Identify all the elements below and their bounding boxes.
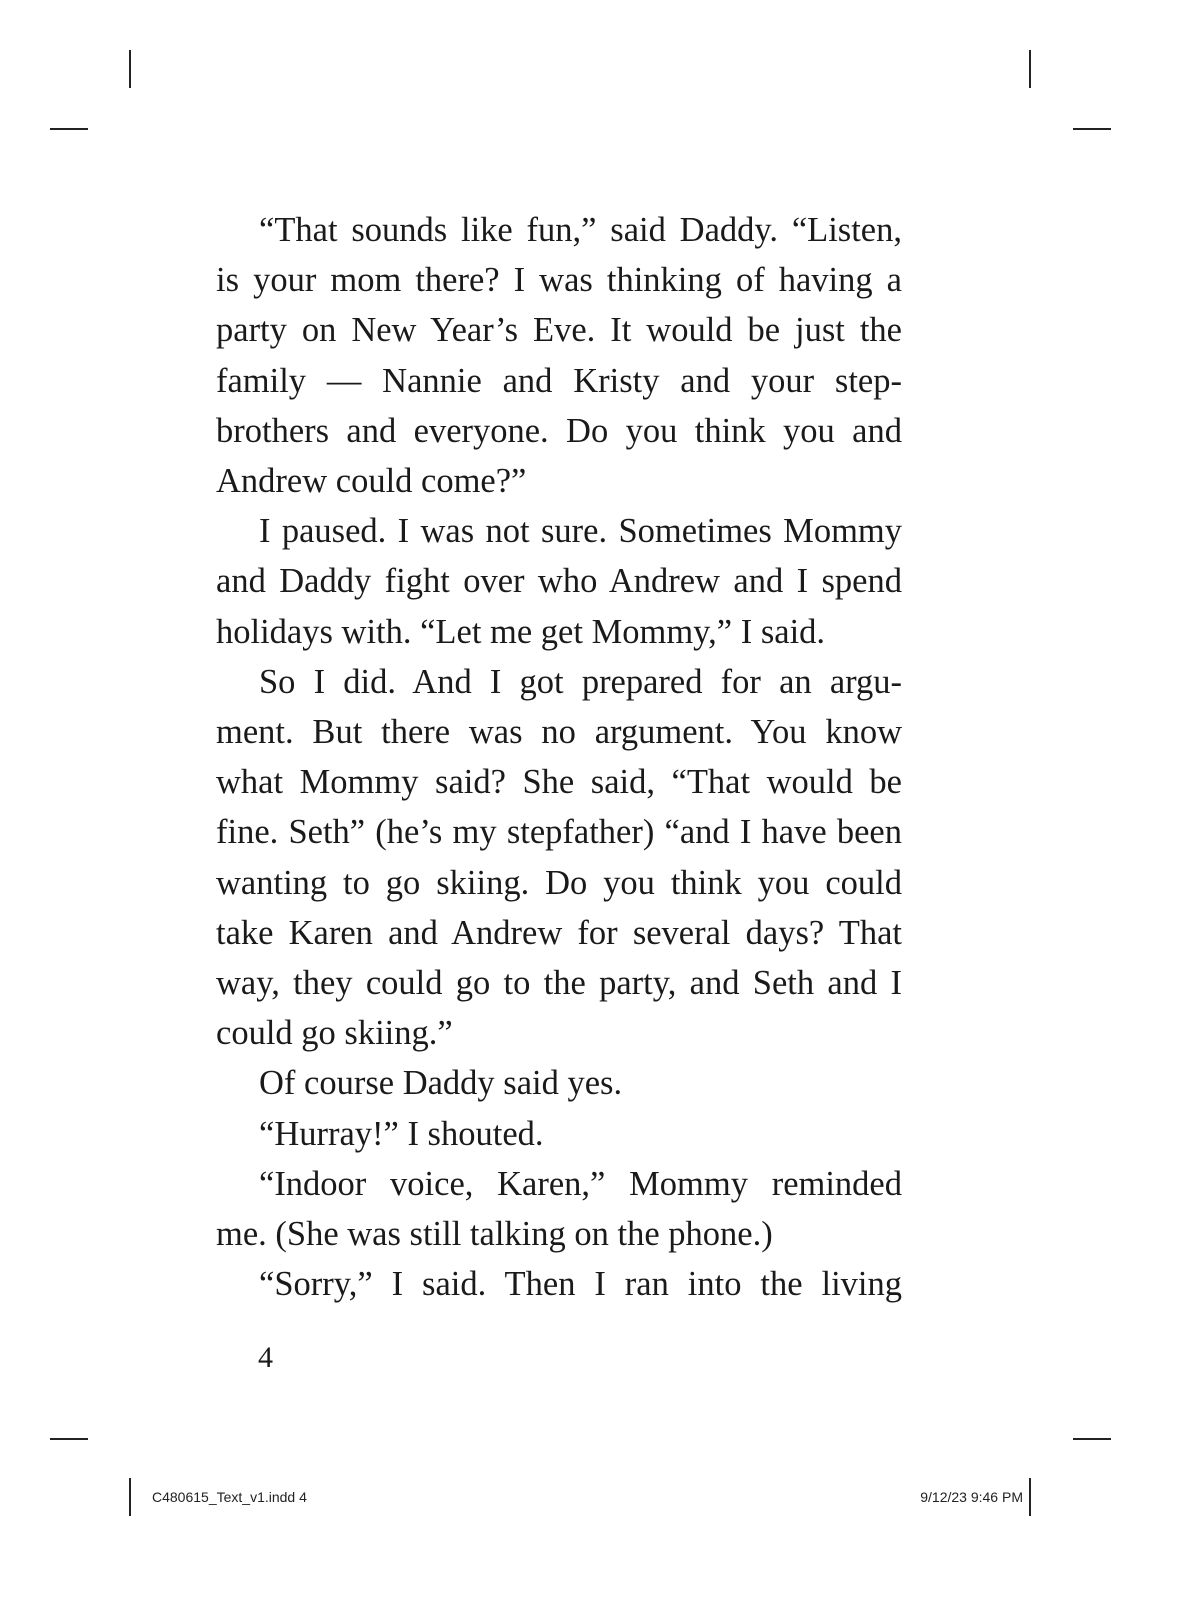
text-line: family — Nannie and Kristy and your step- bbox=[216, 361, 902, 400]
text-line: “Sorry,” I said. Then I ran into the living bbox=[259, 1265, 902, 1304]
crop-mark-bottom-left-vertical bbox=[129, 1478, 131, 1516]
body-text bbox=[216, 205, 902, 1309]
text-line: way, they could go to the party, and Seth and I bbox=[216, 964, 902, 1003]
text-line: So I did. And I got prepared for an argu- bbox=[259, 662, 902, 701]
crop-mark-top-right-vertical bbox=[1029, 50, 1031, 88]
text-line: fine. Seth” (he’s my stepfather) “and I have been bbox=[216, 813, 902, 852]
text-line: I paused. I was not sure. Sometimes Mommy bbox=[259, 512, 902, 551]
text-line: “Hurray!” I shouted. bbox=[259, 1114, 544, 1153]
slug-file-name: C480615_Text_v1.indd 4 bbox=[152, 1489, 307, 1505]
text-line: me. (She was still talking on the phone.) bbox=[216, 1215, 773, 1254]
crop-mark-bottom-left-horizontal bbox=[50, 1438, 88, 1440]
text-line: wanting to go skiing. Do you think you could bbox=[216, 863, 902, 902]
text-line: brothers and everyone. Do you think you and bbox=[216, 411, 902, 450]
text-line: take Karen and Andrew for several days? That bbox=[216, 913, 902, 952]
slug-timestamp: 9/12/23 9:46 PM bbox=[920, 1489, 1023, 1505]
text-line: “That sounds like fun,” said Daddy. “Listen, bbox=[259, 211, 902, 249]
crop-mark-top-right-horizontal bbox=[1073, 128, 1111, 130]
text-line: “Indoor voice, Karen,” Mommy reminded bbox=[259, 1164, 902, 1203]
crop-mark-top-left-horizontal bbox=[50, 128, 88, 130]
text-line: is your mom there? I was thinking of having a bbox=[216, 261, 902, 300]
text-line: party on New Year’s Eve. It would be just the bbox=[216, 311, 902, 350]
text-line: could go skiing.” bbox=[216, 1014, 453, 1053]
text-line: what Mommy said? She said, “That would be bbox=[216, 763, 902, 802]
text-line: Of course Daddy said yes. bbox=[259, 1064, 623, 1103]
crop-mark-bottom-right-vertical bbox=[1029, 1478, 1031, 1516]
text-line: holidays with. “Let me get Mommy,” I said. bbox=[216, 612, 826, 651]
crop-mark-bottom-right-horizontal bbox=[1073, 1438, 1111, 1440]
text-line: Andrew could come?” bbox=[216, 462, 527, 501]
page-number: 4 bbox=[258, 1341, 273, 1374]
text-line: and Daddy fight over who Andrew and I spend bbox=[216, 562, 902, 601]
crop-mark-top-left-vertical bbox=[129, 50, 131, 88]
text-line: ment. But there was no argument. You know bbox=[216, 713, 902, 752]
